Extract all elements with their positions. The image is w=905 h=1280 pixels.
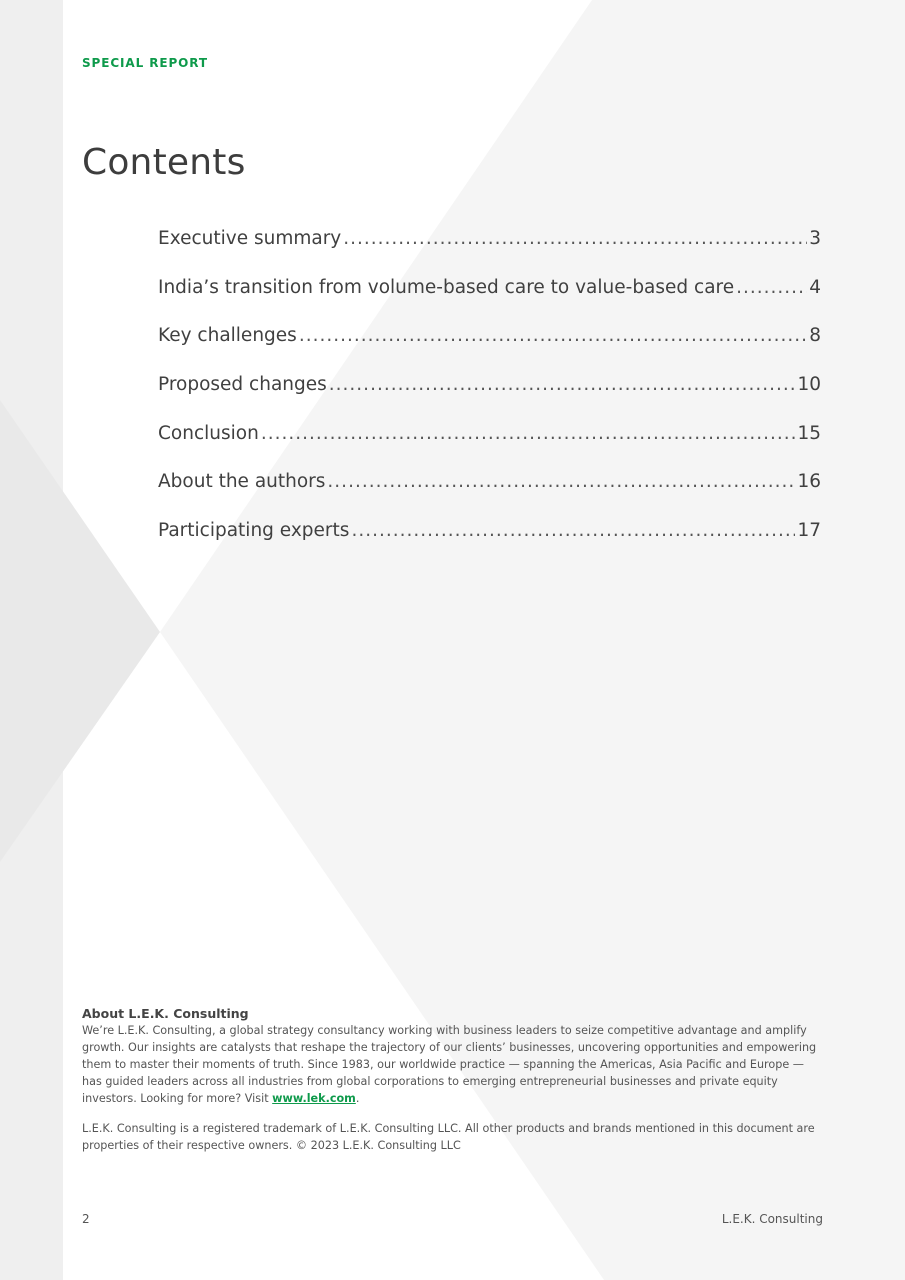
toc-leader-dots [343,228,807,249]
about-paragraph [82,1022,822,1107]
page-number: 2 [82,1212,90,1226]
footer-brand: L.E.K. Consulting [721,1212,823,1226]
toc-page-number: 8 [809,325,821,347]
toc-label: Proposed changes [158,374,327,396]
toc-page-number: 4 [809,276,821,298]
toc-entry-about-the-authors[interactable] [158,471,821,520]
toc-leader-dots [327,471,795,492]
trademark-notice: L.E.K. Consulting is a registered trademark of L.E.K. Consulting LLC. All other products and brands mentioned in this document are properties of their respective owners. © 2023 L.E.K. Consulting LLC [82,1122,815,1152]
about-period: . [355,1092,360,1105]
website-link[interactable]: www.lek.com [272,1092,356,1105]
toc-page-number: 3 [809,228,821,249]
about-heading: About L.E.K. Consulting [82,1006,249,1021]
toc-entry-transition[interactable] [158,277,821,326]
toc-entry-conclusion[interactable] [158,423,821,472]
toc-label: Conclusion [158,422,259,444]
table-of-contents [158,228,821,569]
toc-leader-dots [736,277,807,298]
toc-leader-dots [261,423,796,444]
about-section [82,1005,822,1154]
toc-label: Executive summary [158,228,342,249]
report-kicker: SPECIAL REPORT [82,56,208,70]
page-title: Contents [82,142,246,183]
toc-entry-participating-experts[interactable] [158,520,821,569]
toc-leader-dots [351,520,795,541]
toc-leader-dots [329,374,796,395]
toc-page-number: 16 [797,471,821,493]
toc-label: Key challenges [158,325,297,347]
toc-entry-executive-summary[interactable] [158,228,821,277]
about-body-text: We’re L.E.K. Consulting, a global strategy consultancy working with business leaders to seize competitive advantage and amplify growth. Our insights are catalysts that reshape the trajectory of our clients’ businesses, uncovering opportunities and empowering them to master their moments of truth. Since 1983, our worldwide practice — spanning the Americas, Asia Pacific and Europe — has guided leaders across all industries from global corporations to emerging entrepreneurial businesses and private equity investors. Looking for more? Visit [82,1024,817,1105]
toc-leader-dots [299,325,807,346]
toc-page-number: 15 [797,422,821,444]
toc-entry-key-challenges[interactable] [158,325,821,374]
toc-page-number: 17 [797,520,821,542]
toc-page-number: 10 [797,374,821,396]
toc-entry-proposed-changes[interactable] [158,374,821,423]
toc-label: About the authors [158,471,326,493]
toc-label: India’s transition from volume-based care to value-based care [158,276,735,298]
toc-label: Participating experts [158,520,350,542]
